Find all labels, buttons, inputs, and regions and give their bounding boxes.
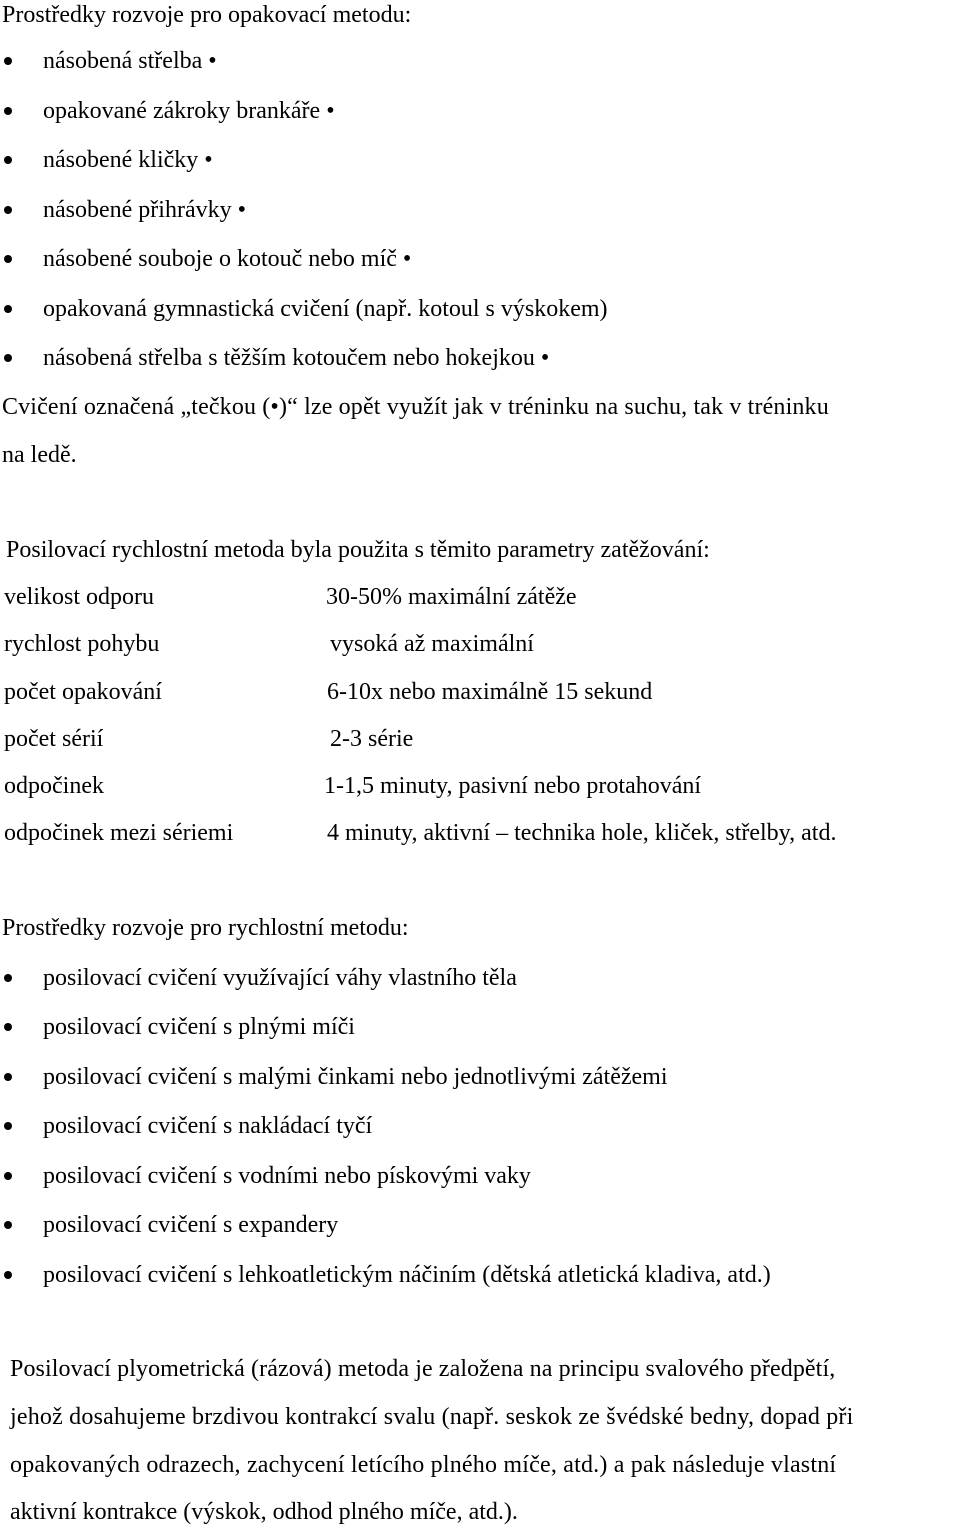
list-item-text: násobené přihrávky •	[43, 197, 247, 223]
bullet-icon	[4, 305, 12, 313]
paragraph-line: opakovaných odrazech, zachycení letícího plného míče, atd.) a pak následuje vlastní	[10, 1452, 837, 1478]
bullet-icon	[4, 354, 12, 362]
paragraph-line: aktivní kontrakce (výskok, odhod plného míče, atd.).	[10, 1499, 518, 1525]
list-item-text: opakovaná gymnastická cvičení (např. kotoul s výskokem)	[43, 296, 608, 322]
list-item-text: posilovací cvičení s nakládací tyčí	[43, 1113, 373, 1139]
bullet-icon	[4, 1271, 12, 1279]
section1-note-line2: na ledě.	[2, 442, 77, 468]
section1-heading: Prostředky rozvoje pro opakovací metodu:	[2, 2, 412, 28]
bullet-icon	[4, 1172, 12, 1180]
param-label: odpočinek	[4, 773, 104, 799]
param-value: 30-50% maximální zátěže	[326, 584, 577, 610]
param-value: 6-10x nebo maximálně 15 sekund	[327, 679, 653, 705]
list-item-text: posilovací cvičení s expandery	[43, 1212, 339, 1238]
section3-heading: Prostředky rozvoje pro rychlostní metodu:	[2, 915, 409, 941]
paragraph-line: jehož dosahujeme brzdivou kontrakcí svalu (např. seskok ze švédské bedny, dopad při	[10, 1404, 854, 1430]
param-label: počet sérií	[4, 726, 104, 752]
param-value: 1-1,5 minuty, pasivní nebo protahování	[324, 773, 702, 799]
list-item-text: opakované zákroky brankáře •	[43, 98, 335, 124]
bullet-icon	[4, 156, 12, 164]
param-label: rychlost pohybu	[4, 631, 160, 657]
bullet-icon	[4, 57, 12, 65]
bullet-icon	[4, 255, 12, 263]
list-item-text: násobené souboje o kotouč nebo míč •	[43, 246, 412, 272]
list-item-text: posilovací cvičení s malými činkami nebo jednotlivými zátěžemi	[43, 1064, 668, 1090]
param-value: vysoká až maximální	[330, 631, 534, 657]
list-item-text: posilovací cvičení s plnými míči	[43, 1014, 355, 1040]
section2-heading: Posilovací rychlostní metoda byla použita s těmito parametry zatěžování:	[6, 537, 710, 563]
param-value: 2-3 série	[330, 726, 414, 752]
list-item-text: posilovací cvičení s vodními nebo pískovými vaky	[43, 1163, 531, 1189]
list-item-text: posilovací cvičení s lehkoatletickým náčiním (dětská atletická kladiva, atd.)	[43, 1262, 771, 1288]
param-label: velikost odporu	[4, 584, 154, 610]
bullet-icon	[4, 1023, 12, 1031]
bullet-icon	[4, 974, 12, 982]
list-item-text: násobené kličky •	[43, 147, 213, 173]
bullet-icon	[4, 1122, 12, 1130]
bullet-icon	[4, 1073, 12, 1081]
bullet-icon	[4, 206, 12, 214]
bullet-icon	[4, 107, 12, 115]
list-item-text: posilovací cvičení využívající váhy vlastního těla	[43, 965, 517, 991]
param-label: odpočinek mezi sériemi	[4, 820, 234, 846]
param-value: 4 minuty, aktivní – technika hole, kliček, střelby, atd.	[327, 820, 837, 846]
bullet-icon	[4, 1221, 12, 1229]
list-item-text: násobená střelba •	[43, 48, 217, 74]
list-item-text: násobená střelba s těžším kotoučem nebo hokejkou •	[43, 345, 550, 371]
param-label: počet opakování	[4, 679, 162, 705]
section1-note-line1: Cvičení označená „tečkou (•)“ lze opět využít jak v tréninku na suchu, tak v tréninku	[2, 394, 829, 420]
paragraph-line: Posilovací plyometrická (rázová) metoda je založena na principu svalového předpětí,	[10, 1356, 836, 1382]
